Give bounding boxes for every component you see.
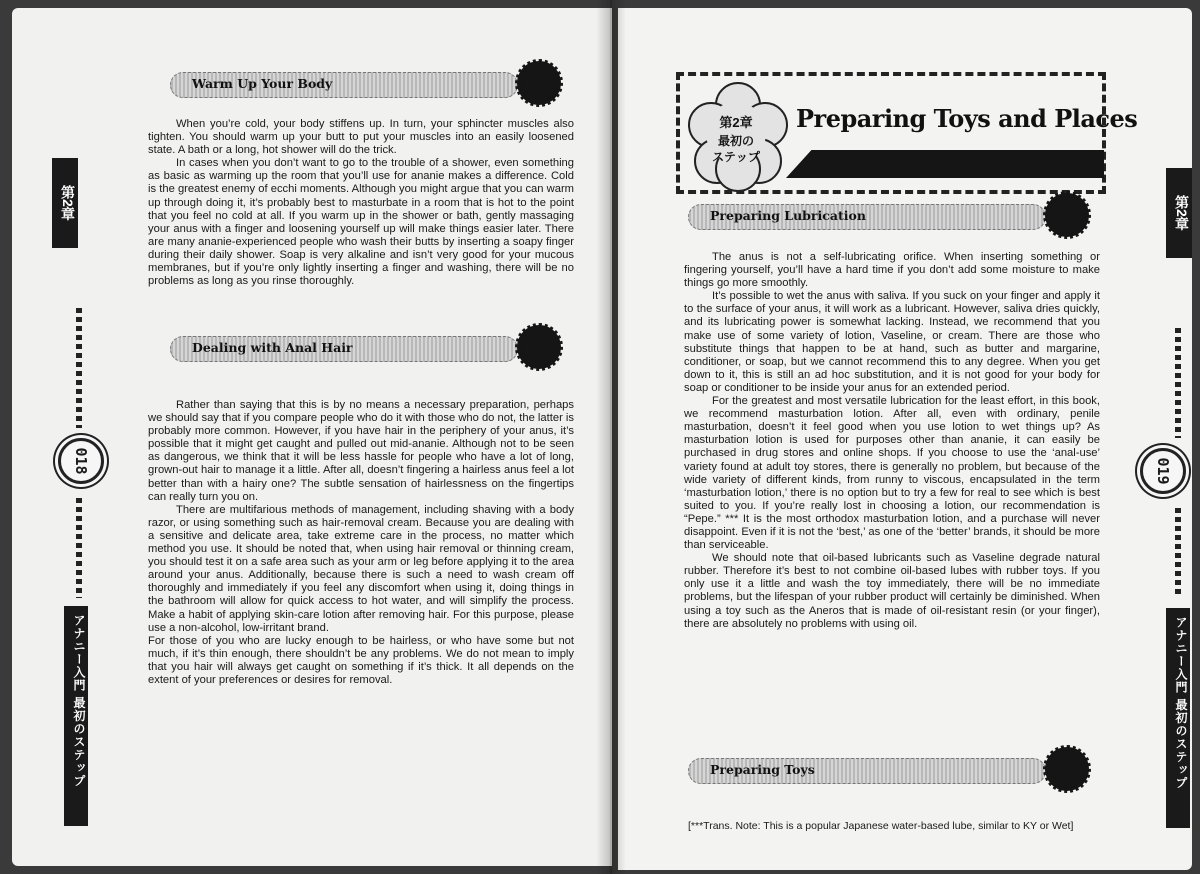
side-caption: アナニー入門 最初のステップ — [64, 606, 88, 826]
section-body — [684, 251, 1100, 631]
section-heading — [170, 70, 560, 100]
dot-line — [1175, 328, 1181, 438]
chapter-tab: 第2章 — [1166, 168, 1192, 258]
heading-dot-icon — [1048, 750, 1086, 788]
heading-label: Dealing with Anal Hair — [192, 340, 353, 355]
heading-dot-icon — [1048, 196, 1086, 234]
paragraph: We should note that oil-based lubricants such as Vaseline degrade natural rubber. Therefore it’s best to not combine oil-based lubes with rubber toys. If you only use it a little and wash the toy immediately, there will be no immediate problems, but the lifespan of your rubber product will certainly be diminished. When using a toy such as the Aneros that is made of oil-resistant resin (or your finger), there are absolutely no problems with using oil. — [684, 552, 1100, 630]
heading-dot-icon — [520, 328, 558, 366]
paragraph: In cases when you don’t want to go to the trouble of a shower, even something as basic as warming up the room that you’ll use for ananie makes a difference. Cold is the greatest enemy of ecchi moments. Although you might argue that you can warm up through doing it, it’s probably best to masturbate in a room that is hot to the point that you feel no cold at all. If you warm up in the shower or bath, gently massaging your anus with a finger and loosening yourself up will make things easier later. There are many ananie-experienced people who wash their butts by inserting a soapy finger during their daily shower. Soap is very alkaline and isn’t very good for your mucous membranes, but if you’re only lightly inserting a finger and washing, there will be no problems as long as you rinse thoroughly. — [148, 157, 574, 288]
dot-line — [76, 498, 82, 598]
section-heading — [688, 756, 1088, 786]
left-page — [12, 8, 612, 866]
section-body — [148, 399, 574, 687]
footnote: [***Trans. Note: This is a popular Japanese water-based lube, similar to KY or Wet] — [688, 820, 1074, 832]
dot-line — [76, 308, 82, 428]
paragraph: When you’re cold, your body stiffens up. In turn, your sphincter muscles also tighten. You should warm up your butt to put your muscles into an easily loosened state. A bath or a long, hot shower will do the trick. — [148, 118, 574, 157]
flower-icon — [688, 82, 784, 186]
chapter-subtitle: ステップ — [712, 150, 760, 164]
paragraph: It’s possible to wet the anus with saliva. If you suck on your finger and apply it to the surface of your anus, it will work as a lubricant. However, saliva dries quickly, and its lubricating power is somewhat lacking. Instead, we recommend that you make use of some variety of lotion, Vaseline, or cream. There are those who substitute things that happen to be at hand, such as butter and margarine, conditioner, or soap, but we cannot recommend this to any degree. When you get down to it, this is still an ad hoc substitution, and it is not good for your body for soap or conditioner to be inside your anus for an extended period. — [684, 290, 1100, 394]
section-body — [148, 118, 574, 314]
paragraph: For the greatest and most versatile lubrication for the least effort, in this book, we recommend masturbation lotion. After all, even with ordinary, penile masturbation, doesn’t it feel good when you use lotion to wet things up? As masturbation lotion is used for purposes other than ananie, it can easily be purchased in drug stores and online shops. If you choose to use the ‘anal-use’ variety found at adult toy stores, there is generally no problem, but because of the wide variety of different kinds, from runny to viscous, encapsulated in the term ‘masturbation lotion,’ there is no option but to try a few for real to see which is best suited to you. If you’re really lost in choosing a lotion, our recommendation is “Pepe.” *** It is the most orthodox masturbation lotion, and a purchase will never disappoint. Even if it is not the ‘best,’ as one of the ‘better’ brands, it should be more than serviceable. — [684, 395, 1100, 552]
heading-label: Warm Up Your Body — [192, 76, 333, 91]
dot-line — [1175, 508, 1181, 598]
paragraph: Rather than saying that this is by no means a necessary preparation, perhaps we should say that if you compare people who do it with those who do not, the latter is probably more common. However, if you have hair in the periphery of your anus, it’s possible that it might get caught and pulled out mid-ananie. Although not to be seen as dangerous, we think that it will be less hassle for people who have a lot of long, grown-out hair to manage it a little. After all, doesn’t fingering a hairless anus feel a lot better than with a hairy one? The subtle sensation of hairlessness on the fingertips can really turn you on. — [148, 399, 574, 503]
chapter-banner — [676, 72, 1138, 194]
heading-label: Preparing Lubrication — [710, 208, 866, 223]
chapter-label: 第2章 — [719, 115, 753, 130]
heading-label: Preparing Toys — [710, 762, 815, 777]
heading-dot-icon — [520, 64, 558, 102]
chapter-subtitle: 最初の — [717, 134, 754, 148]
paragraph: There are multifarious methods of management, including shaving with a body razor, or using something such as hair-removal cream. Because you are dealing with a sensitive and delicate area, take extreme care in the process, no matter which method you use. It should be noted that, when using hair removal or thinning cream, you should test it on a safe area such as your arm or leg before applying it to the area around your anus. Additionally, because there is such a need to wash cream off thoroughly and immediately if you feel any discomfort when using it, doing things in the bathroom will allow for quick access to hot water, and will simplify the process. Make a habit of applying skin-care lotion after removing hair. For this purpose, please use a non-alcohol, low-irritant brand. — [148, 503, 574, 634]
section-heading — [688, 202, 1088, 232]
paragraph: For those of you who are lucky enough to be hairless, or who have some but not much, if it’s thin enough, there shouldn’t be any problems. We do not mean to imply that you hair will always get caught on something if it’s thick. It all depends on the extent of your preferences or desires for removal. — [148, 634, 574, 686]
chapter-tab: 第2章 — [52, 158, 78, 248]
section-heading — [170, 334, 560, 364]
side-caption: アナニー入門 最初のステップ — [1166, 608, 1190, 828]
page-title: Preparing Toys and Places — [796, 104, 1138, 133]
right-page — [618, 8, 1192, 870]
paragraph: The anus is not a self-lubricating orifice. When inserting something or fingering yourself, you’ll have a hard time if you don’t add some moisture to make things go more smoothly. — [684, 251, 1100, 290]
page-number: 019 — [1140, 448, 1186, 494]
banner-bar — [786, 150, 1104, 178]
page-number: 018 — [58, 438, 104, 484]
